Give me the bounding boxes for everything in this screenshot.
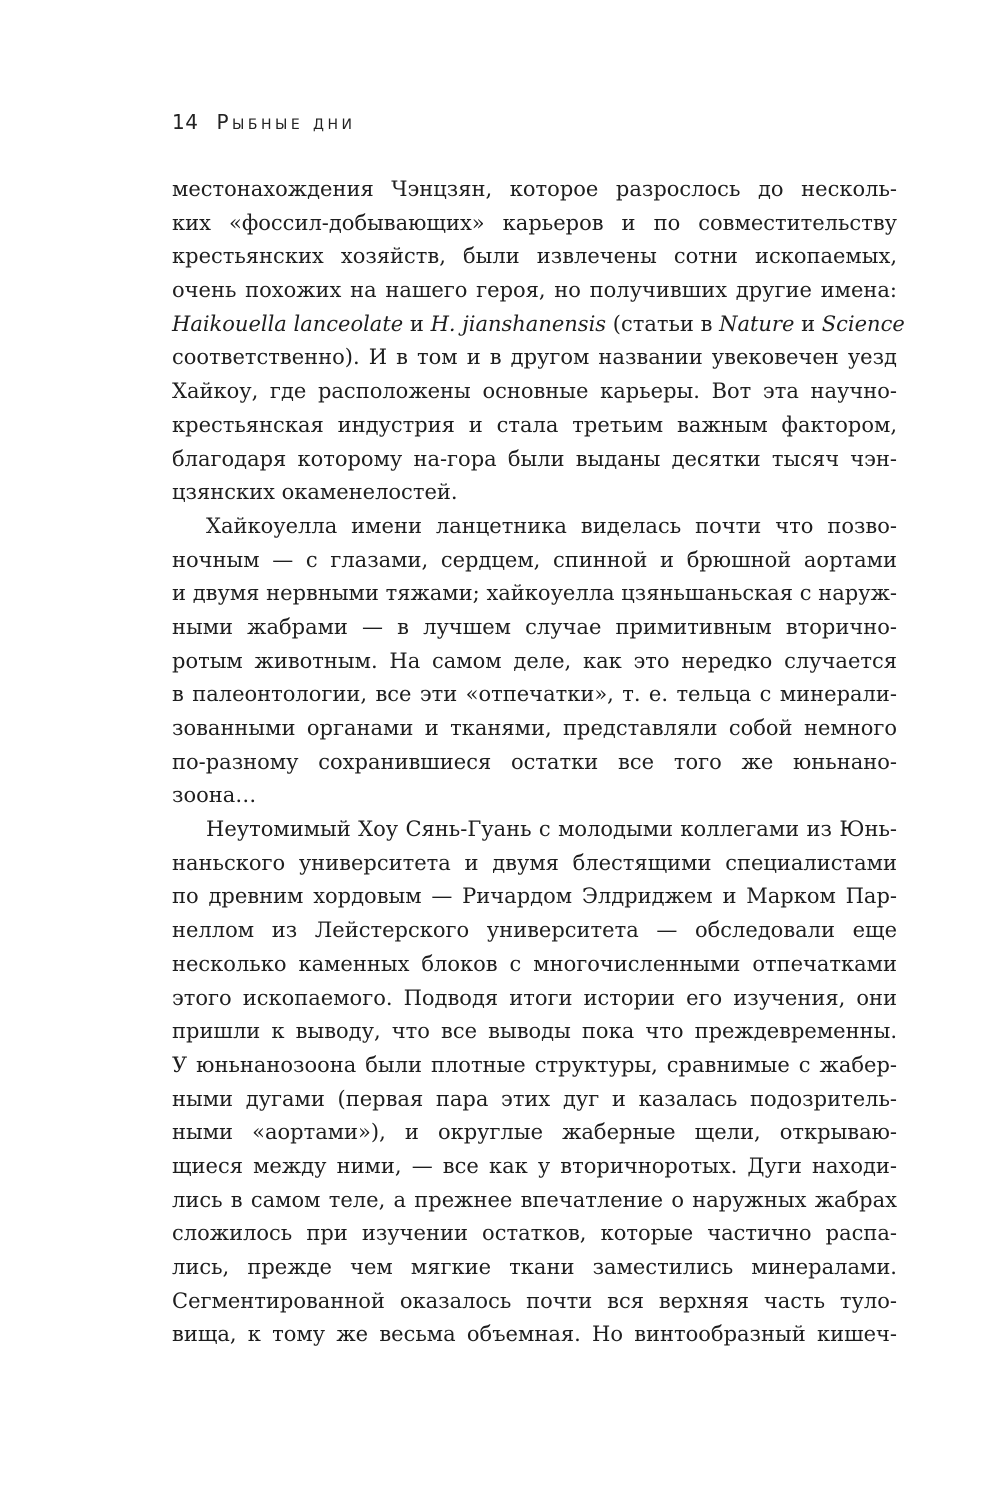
text-line: зованными органами и тканями, представляли собой немного	[172, 716, 897, 740]
running-head	[172, 110, 356, 140]
text-line: крестьянская индустрия и стала третьим важным фактором,	[172, 412, 897, 437]
text-line: наньского университета и двумя блестящими специалистами	[172, 850, 897, 875]
paragraph-start-line: Хайкоуелла имени ланцетника виделась почти что позво-	[206, 513, 897, 538]
journal-name-science: Science	[821, 311, 905, 336]
text-line: Хайкоу, где расположены основные карьеры. Вот эта научно-	[172, 379, 897, 404]
text-line: сложилось при изучении остатков, которые частично распа-	[172, 1221, 897, 1246]
text-line: этого ископаемого. Подводя итоги истории его изучения, они	[172, 985, 897, 1010]
page-number: 14	[172, 110, 199, 134]
text-line: щиеся между ними, — все как у вторичноротых. Дуги находи-	[172, 1153, 897, 1178]
chapter-title: Рыбные дни	[216, 110, 356, 134]
line-connector: и	[403, 311, 431, 336]
text-line: ными «аортами»), и округлые жаберные щели, открываю-	[172, 1120, 897, 1145]
text-line: У юньнанозоона были плотные структуры, сравнимые с жабер-	[172, 1052, 897, 1077]
body-text	[172, 173, 905, 1352]
text-line: ными жабрами — в лучшем случае примитивным вторично-	[172, 614, 897, 639]
text-line: очень похожих на нашего героя, но получивших другие имена:	[172, 278, 897, 303]
text-line: ночным — с глазами, сердцем, спинной и брюшной аортами	[172, 547, 897, 572]
text-line: ротым животным. На самом деле, как это нередко случается	[172, 648, 897, 673]
line-connector: (статьи в	[606, 311, 720, 336]
paragraph-end-line: цзянских окаменелостей.	[172, 480, 458, 505]
text-line: Сегментированной оказалось почти вся верхняя часть туло-	[172, 1288, 897, 1313]
text-line: лись, прежде чем мягкие ткани заместились минералами.	[172, 1255, 897, 1279]
text-line: ких «фоссил-добывающих» карьеров и по совместительству	[172, 210, 897, 235]
text-line: по-разному сохранившиеся остатки все того же юньнано-	[172, 749, 897, 774]
text-line: пришли к выводу, что все выводы пока что преждевременны.	[172, 1019, 897, 1044]
paragraph-end-line: зоона…	[172, 783, 257, 808]
text-line: крестьянских хозяйств, были извлечены сотни ископаемых,	[172, 244, 897, 269]
paragraph-start-line: Неутомимый Хоу Сянь-Гуань с молодыми коллегами из Юнь-	[206, 817, 897, 842]
journal-name-nature: Nature	[719, 311, 795, 336]
text-line: неллом из Лейстерского университета — обследовали еще	[172, 918, 897, 943]
text-line: лись в самом теле, а прежнее впечатление о наружных жабрах	[172, 1187, 897, 1212]
text-line-with-species-names	[172, 308, 905, 342]
text-line: вища, к тому же весьма объемная. Но винтообразный кишеч-	[172, 1322, 897, 1347]
species-name-haikouella: Haikouella lanceolate	[172, 311, 404, 336]
text-line: по древним хордовым — Ричардом Элдриджем и Марком Пар-	[172, 884, 897, 909]
line-connector: и	[794, 311, 822, 336]
text-line: ными дугами (первая пара этих дуг и казалась подозритель-	[172, 1086, 897, 1111]
text-line: и двумя нервными тяжами; хайкоуелла цзяньшаньская с наруж-	[172, 581, 897, 606]
text-line: благодаря которому на-гора были выданы десятки тысяч чэн-	[172, 446, 897, 471]
text-line: местонахождения Чэнцзян, которое разрослось до несколь-	[172, 177, 897, 201]
species-name-jianshanensis: H. jianshanensis	[430, 311, 607, 336]
text-line: несколько каменных блоков с многочисленными отпечатками	[172, 951, 897, 976]
text-line: в палеонтологии, все эти «отпечатки», т. е. тельца с минерали-	[172, 682, 897, 707]
text-line: соответственно). И в том и в другом названии увековечен уезд	[172, 345, 897, 370]
